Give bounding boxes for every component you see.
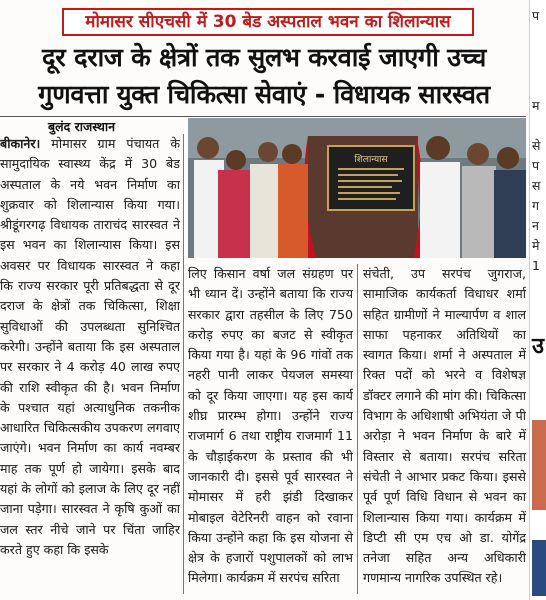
strip-char-8: 1 bbox=[532, 258, 540, 273]
article-column-2: लिए किसान वर्षा जल संग्रहण पर भी ध्यान दें। उन्होंने बताया कि राज्य सरकार द्वारा तहसील के लिए 750 करोड़ रुपए का बजट से स्वीकृत किया गया है। यहां के 96 गांवों तक नहरी पानी लाकर पेयजल समस्या को दूर किया जाएगा। यह इस कार्य शीघ्र प्रारम्भ होगा। उन्होंने राज्य राजमार्ग 6 तथा राष्ट्रीय राजमार्ग 11 के चौड़ाईकरण के प्रस्ताव की भी जानकारी दी। इससे पूर्व सारस्वत ने मोमासर में हरी झंडी दिखाकर मोबाइल वेटेरिनरी वाहन को रवाना किया उन्होंने कहा कि इस योजना से क्षेत्र के हजारों पशुपालकों को लाभ मिलेगा। कार्यक्रम में सरपंच सरिता bbox=[188, 266, 353, 586]
plaque-heading: शिलान्यास bbox=[354, 155, 388, 165]
strip-char-4: स bbox=[532, 178, 541, 193]
strip-char-5: ग bbox=[532, 198, 540, 213]
strip-char-3: प bbox=[532, 158, 540, 173]
strip-photo bbox=[532, 420, 546, 510]
article-column-1 bbox=[0, 134, 180, 592]
headline-line-1: दूर दराज के क्षेत्रों तक सुलभ करवाई जाएगी उच्च bbox=[42, 43, 486, 73]
column-divider-2 bbox=[357, 264, 358, 594]
dateline: बीकानेर। bbox=[0, 136, 41, 151]
strip-char-2: से bbox=[532, 138, 541, 153]
strip-char-6: न bbox=[532, 218, 539, 233]
article-photo bbox=[188, 118, 526, 258]
article-column-3: संचेती, उप सरपंच जुगराज, सामाजिक कार्यकर्ता विधाधर शर्मा सहित ग्रामीणों ने माल्यार्पण व शाल साफा पहनाकर अतिथियों का स्वागत किया। शर्मा ने अस्पताल में रिक्त पदों को भरने व विशेषज्ञ डॉक्टर लगाने की मांग की। चिकित्सा विभाग के अधिशाषी अभियंता जे पी अरोड़ा ने भवन निर्माण के बारे में विस्तार से बताया। सरपंच सरिता संचेती ने आभार प्रकट किया। इससे पूर्व पूर्ण विधि विधान से भवन का शिलान्यास किया गया। कार्यक्रम में डिप्टी सी एम एच ओ डा. योगेंद्र तनेजा सहित अन्य अधिकारी गणमान्य नागरिक उपस्थित रहे। bbox=[363, 266, 526, 586]
strip-char-0: प bbox=[532, 8, 540, 23]
ceremony-photo-illustration bbox=[188, 118, 526, 258]
strip-char-1: म bbox=[532, 98, 540, 113]
column-divider-1 bbox=[183, 134, 184, 594]
strip-char-7: मे bbox=[532, 238, 540, 253]
byline: बुलंद राजस्थान bbox=[48, 119, 116, 134]
headline-line-2: गुणवत्ता युक्त चिकित्सा सेवाएं - विधायक सारस्वत bbox=[38, 80, 490, 110]
strip-big-char: उ bbox=[532, 334, 545, 359]
article-kicker: मोमासर सीएचसी में 30 बेड अस्पताल भवन का शिलान्यास bbox=[62, 8, 474, 36]
headline-rule bbox=[0, 116, 526, 117]
strip-photo-2 bbox=[532, 540, 546, 596]
adjacent-article-strip bbox=[529, 0, 546, 600]
column-1-text: मोमासर ग्राम पंचायत के सामुदायिक स्वास्थ्य केंद्र में 30 बेड अस्पताल के नये भवन निर्माण का शुक्रवार को शिलान्यास किया गया। श्रीडूंगरगढ़ विधायक ताराचंद सारस्वत ने इस भवन का शिलान्यास किया। इस अवसर पर विधायक सारस्वत ने कहा कि राज्य सरकार पूरी प्रतिबद्धता से दूर दराज के क्षेत्रों तक चिकित्सा, शिक्षा सुविधाओं की उपलब्धता सुनिश्चित करेगी। उन्होंने बताया कि इस अस्पताल पर सरकार ने 4 करोड़ 40 लाख रुपए की राशि स्वीकृत की है। भवन निर्माण के पश्चात यहां अत्याधुनिक तकनीक आधारित चिकित्सकीय उपकरण लगवाए जाएंगे। भवन निर्माण का कार्य नवम्बर माह तक पूर्ण हो जायेगा। इसके बाद यहां के लोगों को इलाज के लिए दूर नहीं जाना पड़ेगा। सारस्वत ने कृषि कुओं का जल स्तर नीचे जाने पर चिंता जाहिर करते हुए कहा कि इसके bbox=[0, 136, 180, 557]
